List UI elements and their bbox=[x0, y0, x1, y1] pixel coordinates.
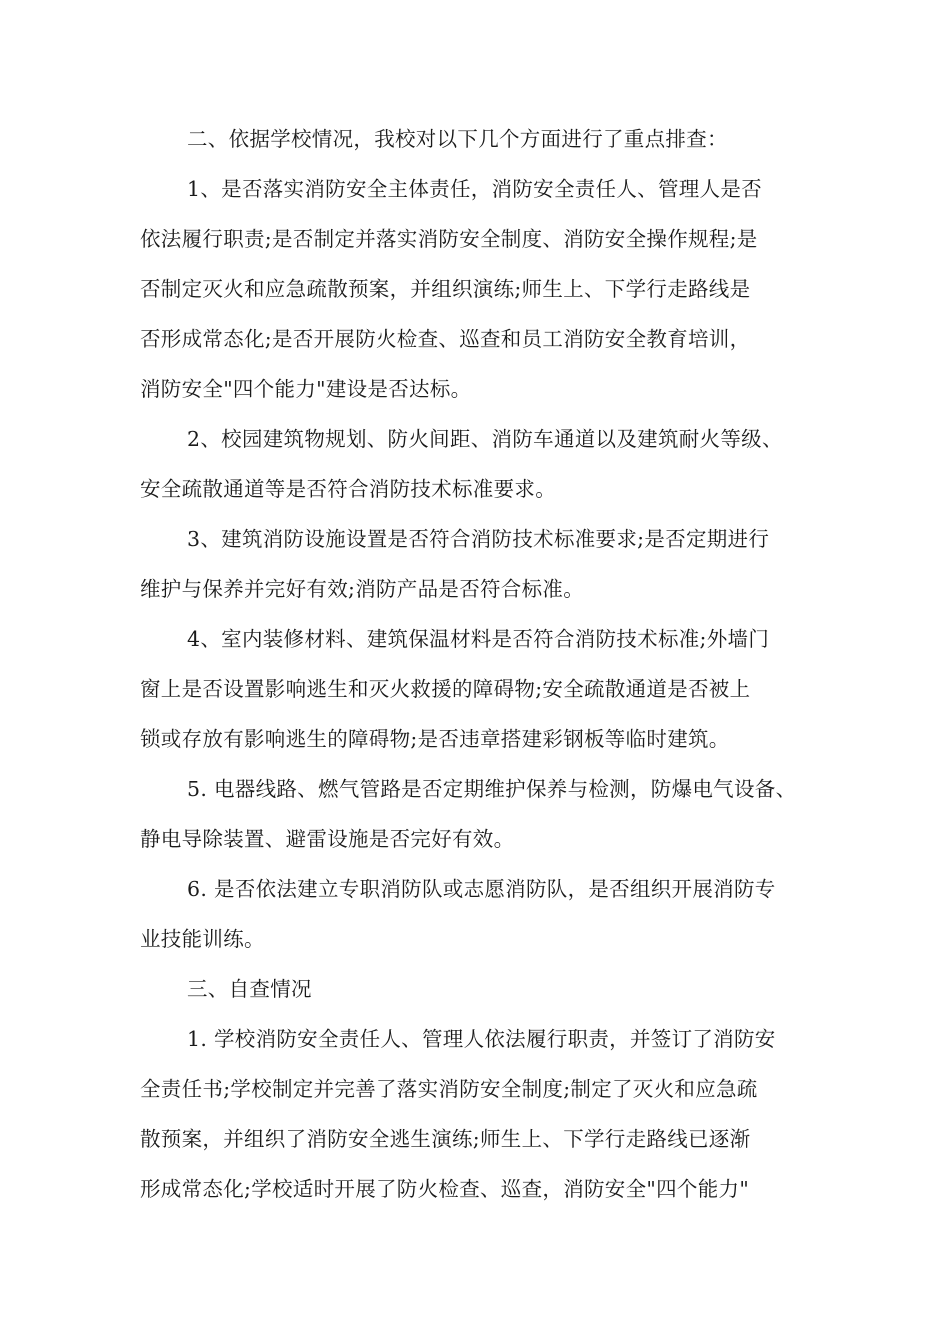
paragraph-line: 安全疏散通道等是否符合消防技术标准要求。 bbox=[140, 477, 556, 501]
paragraph-line: 依法履行职责;是否制定并落实消防安全制度、消防安全操作规程;是 bbox=[140, 227, 758, 251]
paragraph-line: 形成常态化;学校适时开展了防火检查、巡查，消防安全"四个能力" bbox=[140, 1177, 750, 1201]
section-heading-2: 二、依据学校情况，我校对以下几个方面进行了重点排查： bbox=[187, 127, 728, 151]
paragraph-line: 锁或存放有影响逃生的障碍物;是否违章搭建彩钢板等临时建筑。 bbox=[140, 727, 730, 751]
paragraph-line: 4、室内装修材料、建筑保温材料是否符合消防技术标准;外墙门 bbox=[187, 627, 770, 651]
paragraph-line: 5. 电器线路、燃气管路是否定期维护保养与检测，防爆电气设备、 bbox=[187, 777, 797, 801]
paragraph-line: 维护与保养并完好有效;消防产品是否符合标准。 bbox=[140, 577, 585, 601]
paragraph-line: 静电导除装置、避雷设施是否完好有效。 bbox=[140, 827, 515, 851]
paragraph-line: 3、建筑消防设施设置是否符合消防技术标准要求;是否定期进行 bbox=[187, 527, 770, 551]
paragraph-line: 1、是否落实消防安全主体责任，消防安全责任人、管理人是否 bbox=[187, 177, 762, 201]
paragraph-line: 6. 是否依法建立专职消防队或志愿消防队，是否组织开展消防专 bbox=[187, 877, 776, 901]
paragraph-line: 否制定灭火和应急疏散预案，并组织演练;师生上、下学行走路线是 bbox=[140, 277, 751, 301]
paragraph-line: 否形成常态化;是否开展防火检查、巡查和员工消防安全教育培训， bbox=[140, 327, 751, 351]
paragraph-line: 1. 学校消防安全责任人、管理人依法履行职责，并签订了消防安 bbox=[187, 1027, 776, 1051]
paragraph-line: 2、校园建筑物规划、防火间距、消防车通道以及建筑耐火等级、 bbox=[187, 427, 783, 451]
section-heading-3: 三、自查情况 bbox=[187, 977, 312, 1001]
paragraph-line: 散预案，并组织了消防安全逃生演练;师生上、下学行走路线已逐渐 bbox=[140, 1127, 751, 1151]
paragraph-line: 全责任书;学校制定并完善了落实消防安全制度;制定了灭火和应急疏 bbox=[140, 1077, 758, 1101]
paragraph-line: 业技能训练。 bbox=[140, 927, 265, 951]
paragraph-line: 消防安全"四个能力"建设是否达标。 bbox=[140, 377, 472, 401]
paragraph-line: 窗上是否设置影响逃生和灭火救援的障碍物;安全疏散通道是否被上 bbox=[140, 677, 751, 701]
